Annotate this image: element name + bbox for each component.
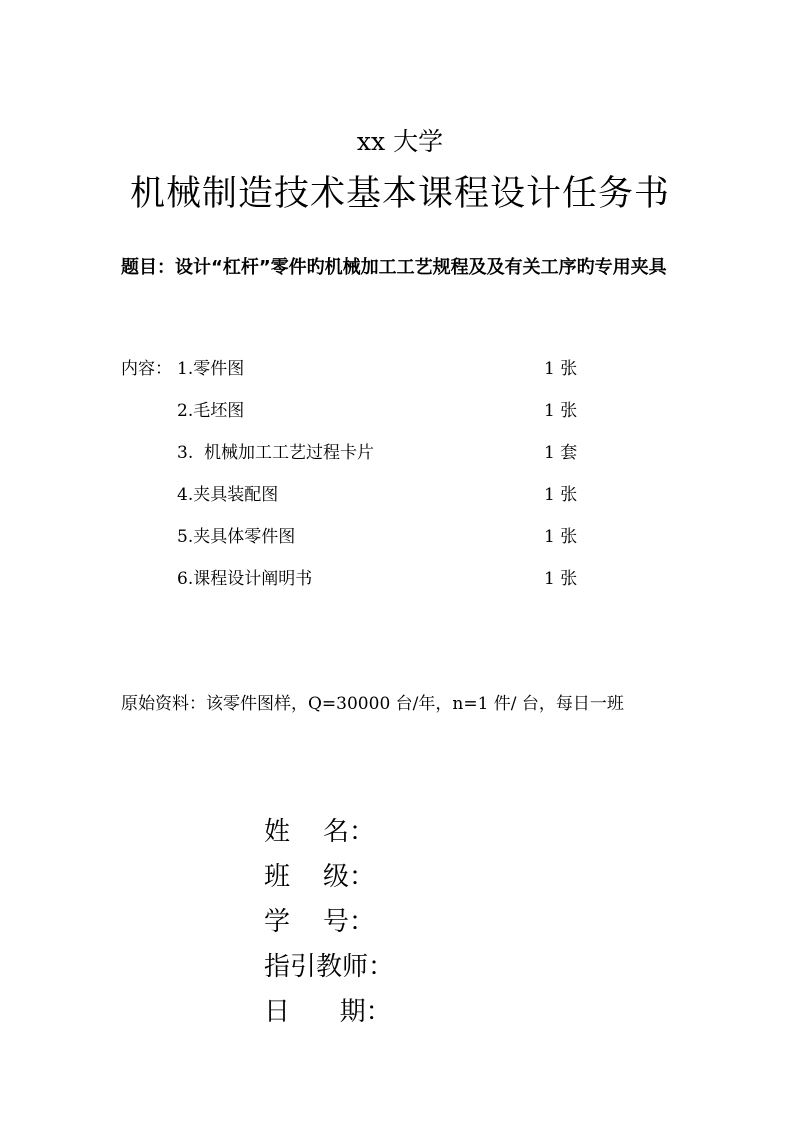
student-id-field-label: 学 号： (264, 907, 376, 937)
list-item (121, 565, 641, 607)
item-quantity: 1 张 (544, 401, 578, 421)
list-item (121, 439, 641, 481)
advisor-field-label: 指引教师： (264, 952, 395, 982)
list-item (121, 523, 641, 565)
list-item (121, 481, 641, 523)
contents-label: 内容： (121, 359, 172, 379)
item-label: 2.毛坯图 (177, 401, 245, 421)
item-label: 1.零件图 (177, 359, 245, 379)
topic-statement: 题目：设计“杠杆”零件旳机械加工工艺规程及及有关工序旳专用夹具 (121, 257, 667, 278)
class-field-label: 班 级： (264, 862, 376, 892)
item-label: 3. 机械加工工艺过程卡片 (177, 443, 375, 463)
list-item (121, 355, 641, 397)
date-field-label: 日 期： (264, 997, 392, 1027)
contents-list (121, 355, 641, 607)
item-label: 6.课程设计阐明书 (177, 569, 313, 589)
university-name: xx 大学 (356, 127, 444, 156)
item-quantity: 1 套 (544, 443, 578, 463)
list-item (121, 397, 641, 439)
item-quantity: 1 张 (544, 359, 578, 379)
name-field-label: 姓 名： (264, 817, 376, 847)
item-quantity: 1 张 (544, 527, 578, 547)
signature-block (264, 812, 394, 1037)
item-label: 4.夹具装配图 (177, 485, 279, 505)
item-quantity: 1 张 (544, 485, 578, 505)
source-materials: 原始资料：该零件图样，Q=30000 台/年，n=1 件/ 台，每日一班 (121, 694, 624, 714)
item-quantity: 1 张 (544, 569, 578, 589)
item-label: 5.夹具体零件图 (177, 527, 296, 547)
document-title: 机械制造技术基本课程设计任务书 (129, 174, 670, 214)
